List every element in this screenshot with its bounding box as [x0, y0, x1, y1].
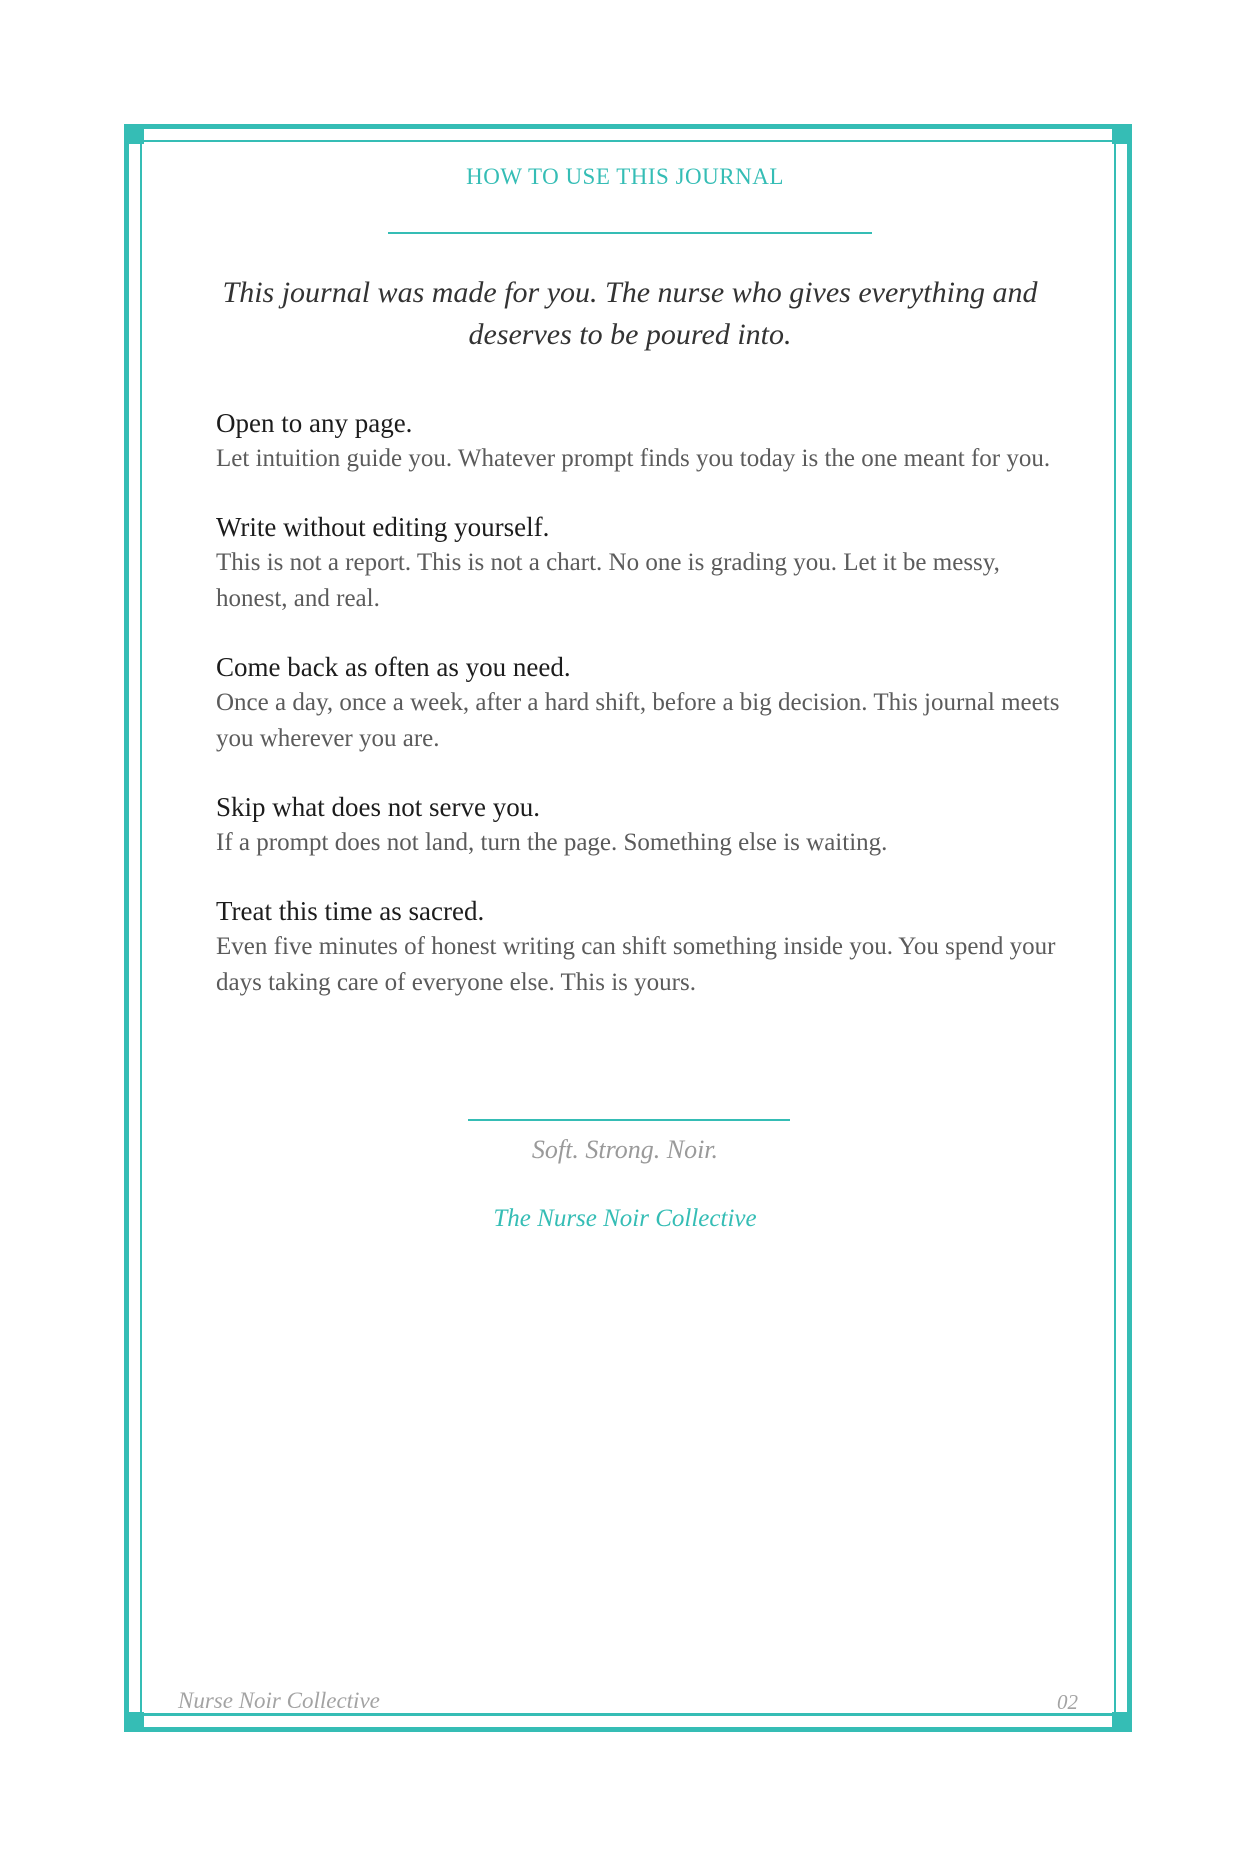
tip-body: If a prompt does not land, turn the page. Something else is waiting. — [216, 829, 888, 856]
tip-heading: Come back as often as you need. — [216, 652, 571, 682]
tip-item — [216, 789, 1076, 861]
corner-ornament-top-left — [124, 124, 144, 144]
tip-body: Once a day, once a week, after a hard shift, before a big decision. This journal meets you wherever you are. — [216, 689, 1060, 752]
tip-heading: Treat this time as sacred. — [216, 896, 485, 926]
page-number: 02 — [1057, 1690, 1078, 1714]
tip-body: Even five minutes of honest writing can shift something inside you. You spend your days taking care of everyone else. This is yours. — [216, 933, 1056, 996]
tip-heading: Open to any page. — [216, 408, 413, 438]
intro-statement: This journal was made for you. The nurse who gives everything and deserves to be poured into. — [222, 276, 1038, 351]
tip-item — [216, 893, 1076, 1001]
tip-heading: Write without editing yourself. — [216, 512, 550, 542]
tagline: Soft. Strong. Noir. — [531, 1135, 719, 1164]
section-title: HOW TO USE THIS JOURNAL — [466, 164, 784, 189]
tip-heading: Skip what does not serve you. — [216, 792, 540, 822]
tip-item — [216, 509, 1076, 617]
corner-ornament-top-right — [1112, 124, 1132, 144]
corner-ornament-bottom-left — [124, 1712, 144, 1732]
tip-body: Let intuition guide you. Whatever prompt finds you today is the one meant for you. — [216, 445, 1051, 472]
tip-item — [216, 649, 1076, 757]
signature: The Nurse Noir Collective — [493, 1205, 757, 1232]
usage-tips-list — [216, 405, 1076, 1033]
corner-ornament-bottom-right — [1112, 1712, 1132, 1732]
footer-brand: Nurse Noir Collective — [178, 1688, 380, 1713]
title-divider — [388, 232, 872, 234]
tip-item — [216, 405, 1076, 477]
tip-body: This is not a report. This is not a chart. No one is grading you. Let it be messy, honest, and real. — [216, 549, 1000, 612]
closing-divider — [468, 1119, 790, 1121]
